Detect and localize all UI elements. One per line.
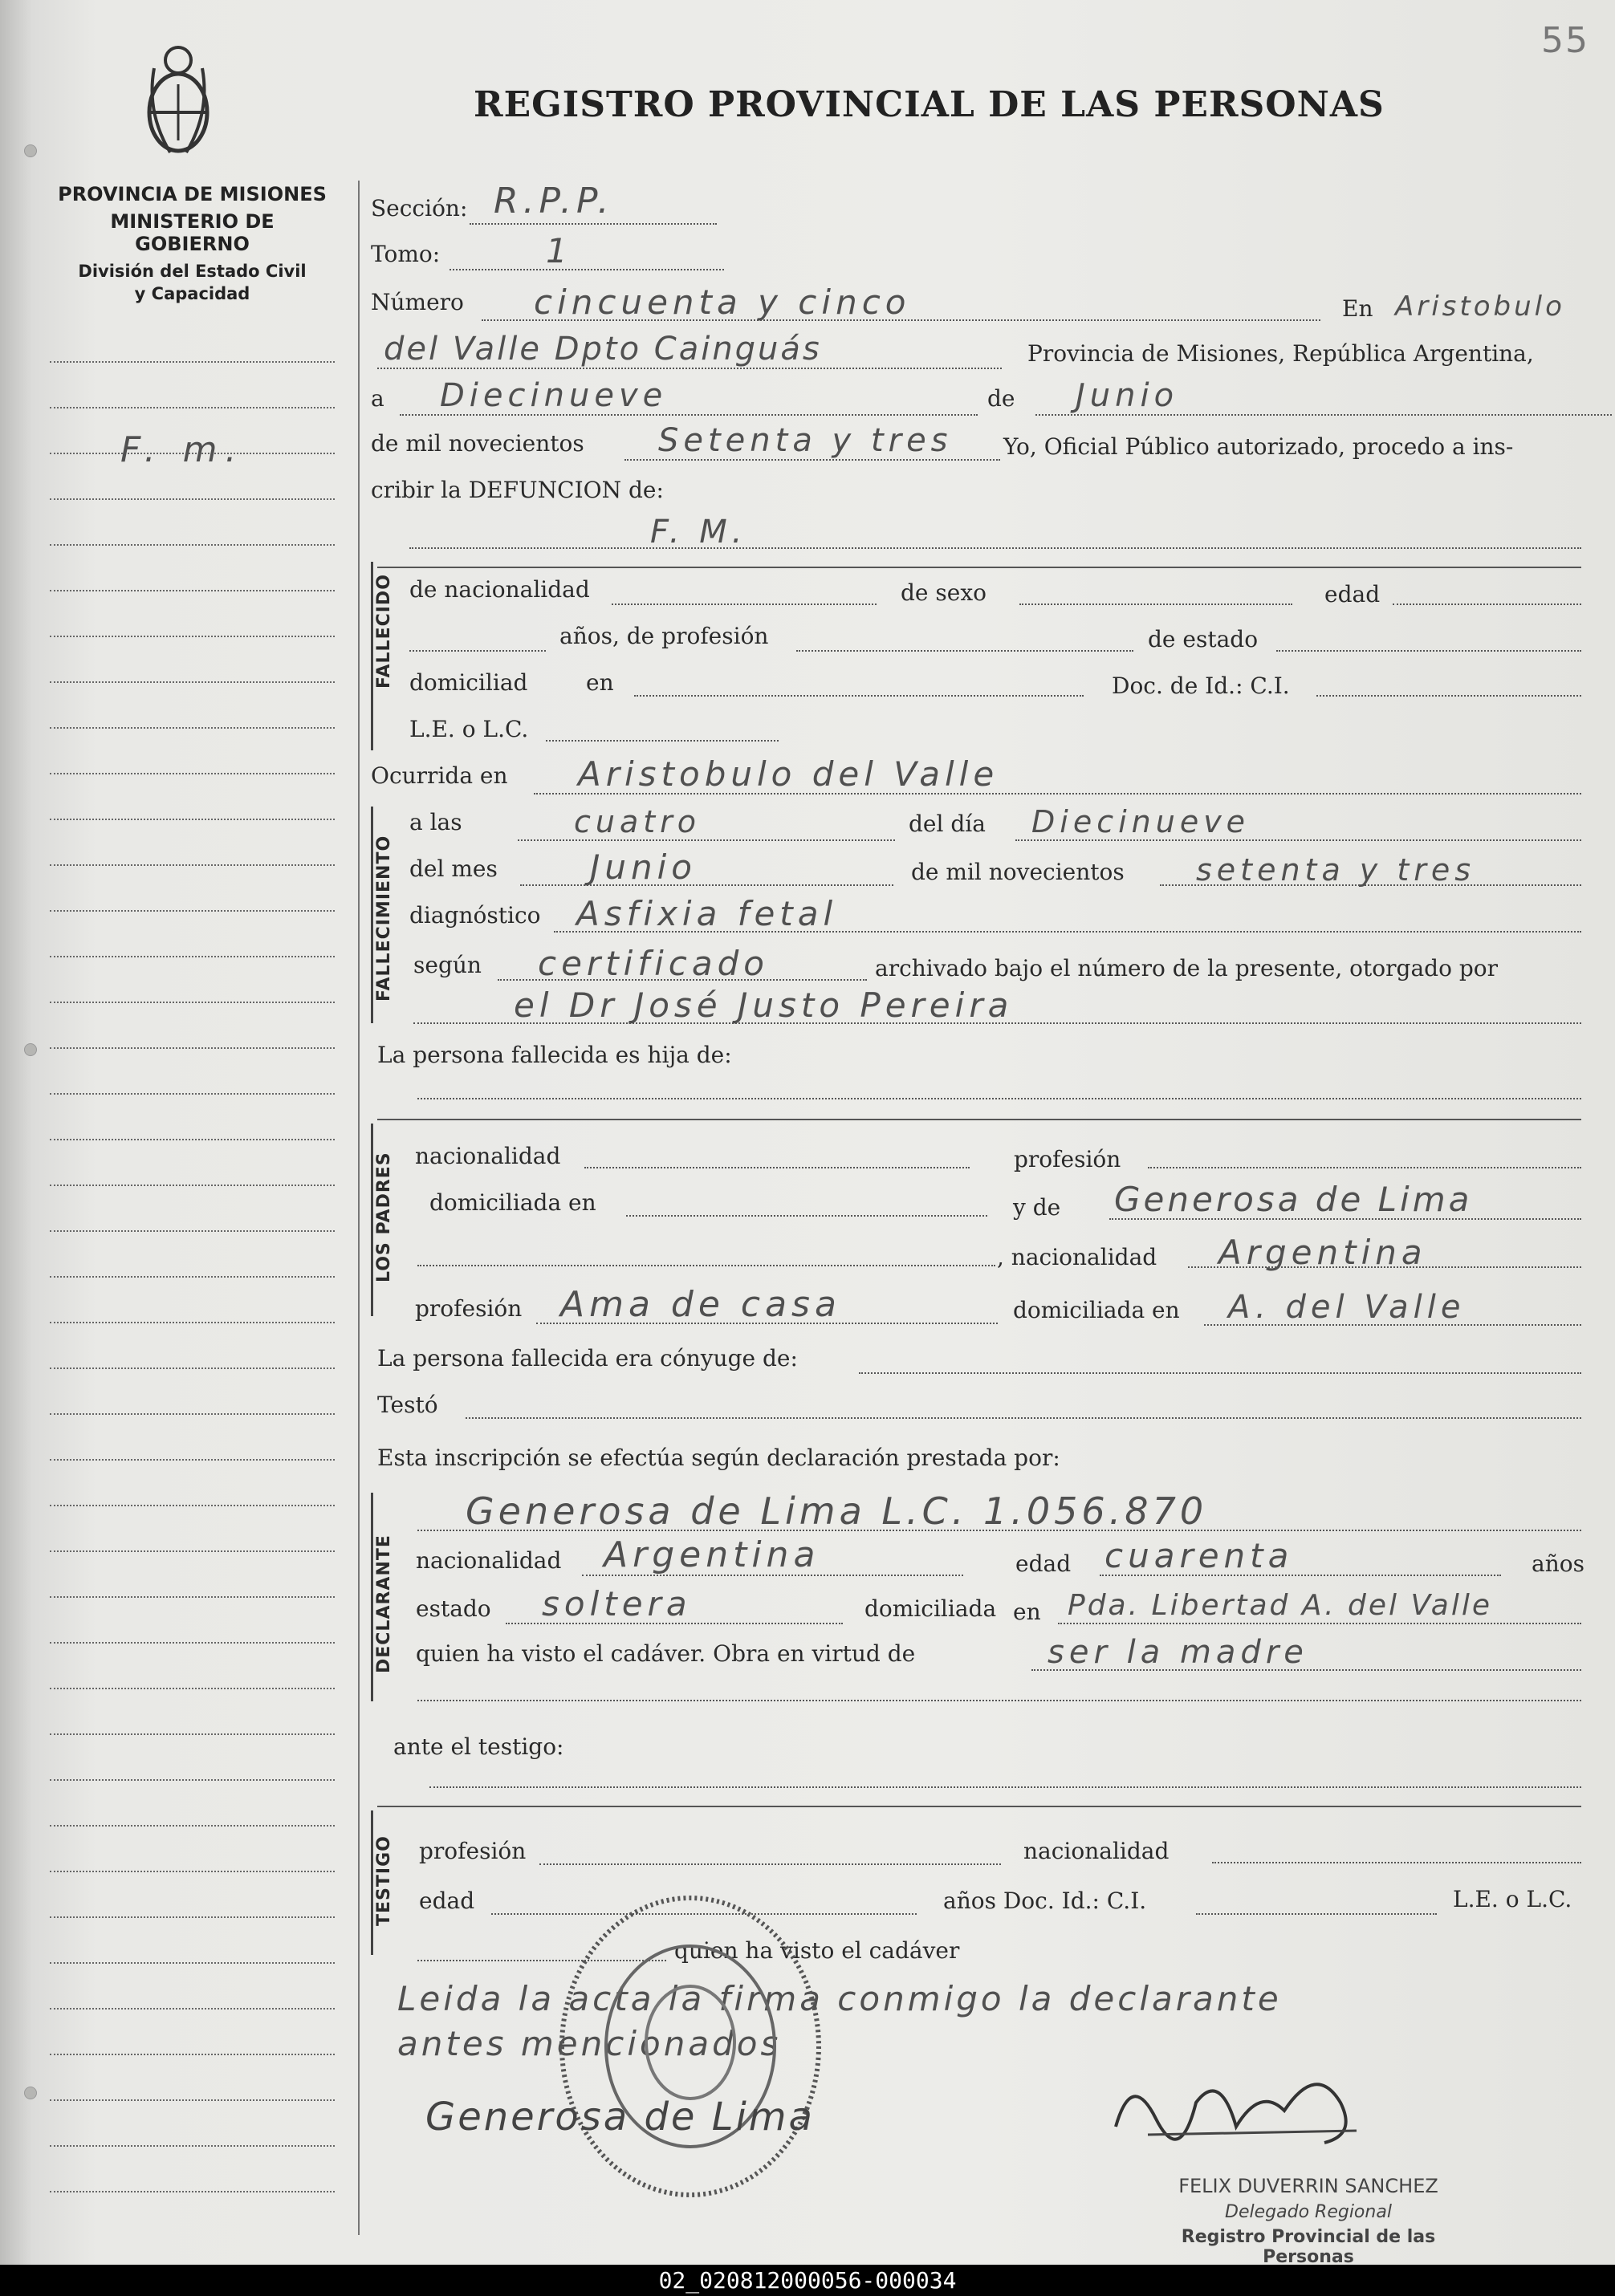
- anio2-value: setenta y tres: [1196, 852, 1476, 888]
- margin-dotted-line: [50, 407, 335, 408]
- margin-dotted-line: [50, 1459, 335, 1461]
- field-line: [466, 1417, 1581, 1419]
- margin-dotted-line: [50, 910, 335, 912]
- madre-dom-value: A. del Valle: [1228, 1289, 1466, 1326]
- declarante-value: Generosa de Lima L.C. 1.056.870: [466, 1489, 1208, 1533]
- stamp-line: Registro Provincial de las Personas: [1181, 2227, 1436, 2265]
- decl-nac-value: Argentina: [604, 1534, 820, 1575]
- declarante-signature: Generosa de Lima: [425, 2095, 815, 2140]
- stamp-line: FELIX DUVERRIN SANCHEZ: [1178, 2175, 1438, 2197]
- section-label-testigo: TESTIGO: [374, 1835, 394, 1926]
- margin-dotted-line: [50, 819, 335, 820]
- margin-dotted-line: [50, 2145, 335, 2147]
- official-signature-icon: [1100, 2054, 1389, 2159]
- edad-label-testigo: edad: [419, 1888, 475, 1914]
- yo-oficial-text: Yo, Oficial Público autorizado, procedo a ins-: [1003, 433, 1514, 460]
- profesion-label-testigo: profesión: [419, 1838, 527, 1864]
- en-label-2: en: [586, 669, 614, 696]
- rule: [377, 1119, 1581, 1120]
- page-number: 55: [1541, 20, 1589, 61]
- official-stamp: [1140, 2175, 1477, 2265]
- org-block: [50, 183, 335, 303]
- estado-label: de estado: [1148, 626, 1259, 652]
- field-line: [518, 839, 895, 841]
- dia-line: [400, 414, 978, 416]
- margin-dotted-line: [50, 590, 335, 591]
- field-line: [584, 1167, 970, 1168]
- diagnostico-value: Asfixia fetal: [576, 894, 838, 933]
- nacionalidad-label-madre: , nacionalidad: [997, 1244, 1157, 1270]
- margin-dotted-line: [50, 2008, 335, 2010]
- binder-hole: [24, 1043, 37, 1056]
- margin-dotted-line: [50, 1367, 335, 1369]
- le-lc-label-testigo: L.E. o L.C.: [1453, 1886, 1572, 1912]
- anio-value: Setenta y tres: [658, 422, 953, 459]
- declaracion-text: Esta inscripción se efectúa según declaración prestada por:: [377, 1445, 1060, 1471]
- margin-dotted-line: [50, 1230, 335, 1232]
- mes-value: Junio: [1076, 377, 1179, 414]
- testo-label: Testó: [377, 1392, 438, 1418]
- margin-dotted-line: [50, 1185, 335, 1186]
- field-line: [429, 1786, 1581, 1788]
- lectura-line-2: antes mencionados: [397, 2024, 782, 2063]
- mes2-value: Junio: [590, 847, 697, 887]
- hora-value: cuatro: [574, 804, 702, 839]
- field-line: [546, 740, 779, 742]
- margin-dotted-line: [50, 956, 335, 957]
- decl-dom-value: Pda. Libertad A. del Valle: [1068, 1589, 1493, 1622]
- margin-dotted-line: [50, 1002, 335, 1003]
- estado-label-decl: estado: [416, 1595, 491, 1622]
- margin-dotted-line: [50, 1322, 335, 1323]
- org-line: MINISTERIO DE GOBIERNO: [110, 210, 275, 255]
- declarante-bar: [371, 1493, 373, 1701]
- decl-edad-value: cuarenta: [1104, 1536, 1294, 1575]
- margin-note: F. m.: [120, 429, 245, 470]
- margin-dotted-line: [50, 1276, 335, 1278]
- field-line: [1019, 603, 1292, 605]
- provincia-text: Provincia de Misiones, República Argentina,: [1027, 340, 1534, 367]
- fallecido-name: F. M.: [650, 514, 747, 551]
- y-de-label: y de: [1013, 1194, 1061, 1221]
- edad-label-decl: edad: [1015, 1550, 1072, 1577]
- margin-dotted-line: [50, 1871, 335, 1872]
- segun-value: certificado: [538, 944, 769, 983]
- doc-id-label: Doc. de Id.: C.I.: [1112, 673, 1290, 699]
- decl-estado-value: soltera: [542, 1584, 692, 1623]
- field-line: [1212, 1862, 1581, 1863]
- domiciliada-label-decl: domiciliada: [864, 1595, 997, 1622]
- field-line: [520, 884, 893, 886]
- rule: [377, 1806, 1581, 1807]
- field-line: [417, 1098, 1581, 1099]
- field-line: [1276, 650, 1581, 652]
- field-line: [1148, 1167, 1581, 1168]
- field-line: [1316, 695, 1581, 697]
- column-divider: [358, 181, 360, 2235]
- lectura-line-1: Leida la acta la firma conmigo la declarante: [397, 1979, 1282, 2018]
- section-label-padres: LOS PADRES: [374, 1152, 394, 1282]
- del-mes-label: del mes: [409, 855, 498, 882]
- en-label: En: [1342, 295, 1373, 322]
- localidad-value: del Valle Dpto Cainguás: [384, 331, 822, 368]
- nacionalidad-label-testigo: nacionalidad: [1023, 1838, 1170, 1864]
- margin-dotted-line: [50, 1962, 335, 1964]
- field-line: [1015, 839, 1581, 841]
- field-line: [859, 1372, 1581, 1374]
- le-lc-label: L.E. o L.C.: [409, 716, 529, 742]
- org-line: División del Estado Civil: [78, 262, 307, 281]
- padres-bar: [371, 1124, 373, 1316]
- margin-dotted-line: [50, 1505, 335, 1506]
- fallecido-name-line: [409, 547, 1581, 549]
- binder-hole: [24, 2087, 37, 2099]
- margin-dotted-line: [50, 1733, 335, 1735]
- margin-dotted-line: [50, 2054, 335, 2055]
- margin-dotted-line: [50, 1596, 335, 1598]
- margin-dotted-line: [50, 544, 335, 546]
- coat-of-arms-icon: [138, 36, 218, 165]
- anos-label: años: [1532, 1550, 1584, 1577]
- tomo-value: 1: [546, 231, 572, 270]
- seccion-label: Sección:: [371, 195, 468, 221]
- field-line: [417, 1700, 1581, 1701]
- madre-nac-value: Argentina: [1218, 1233, 1427, 1272]
- field-line: [634, 695, 1084, 697]
- field-line: [539, 1863, 1001, 1865]
- archivado-text: archivado bajo el número de la presente, otorgado por: [875, 955, 1498, 981]
- document-title: REGISTRO PROVINCIAL DE LAS PERSONAS: [474, 84, 1385, 125]
- margin-dotted-line: [50, 1047, 335, 1049]
- nacionalidad-label: de nacionalidad: [409, 576, 590, 603]
- numero-label: Número: [371, 289, 464, 315]
- margin-dotted-line: [50, 2191, 335, 2192]
- fallecimiento-bar: [371, 807, 373, 1023]
- org-line: y Capacidad: [134, 284, 250, 303]
- edad-label: edad: [1324, 581, 1381, 608]
- margin-dotted-line: [50, 1688, 335, 1689]
- domiciliada-label-padre: domiciliada en: [429, 1189, 596, 1216]
- stamp-line: Delegado Regional: [1225, 2202, 1392, 2222]
- rule: [377, 567, 1581, 568]
- section-label-fallecimiento: FALLECIMIENTO: [374, 835, 394, 1002]
- field-line: [1058, 1623, 1581, 1624]
- field-line: [417, 1265, 995, 1266]
- medico-value: el Dr José Justo Pereira: [514, 985, 1014, 1025]
- en-label-decl: en: [1013, 1599, 1041, 1625]
- seccion-line: [470, 223, 717, 225]
- quien-visto-text: quien ha visto el cadáver. Obra en virtud de: [416, 1640, 916, 1667]
- conyuge-text: La persona fallecida era cónyuge de:: [377, 1345, 798, 1372]
- hija-de-text: La persona fallecida es hija de:: [377, 1042, 732, 1068]
- profesion-label-padre: profesión: [1014, 1146, 1121, 1172]
- segun-label: según: [413, 952, 482, 978]
- del-dia-label: del día: [909, 811, 986, 837]
- margin-dotted-line: [50, 727, 335, 729]
- de-mil-label-2: de mil novecientos: [911, 859, 1125, 885]
- margin-dotted-line: [50, 636, 335, 637]
- nacionalidad-label-padre: nacionalidad: [415, 1143, 561, 1169]
- de-label: de: [987, 385, 1015, 412]
- madre-prof-value: Ama de casa: [560, 1284, 841, 1325]
- diagnostico-label: diagnóstico: [409, 902, 541, 929]
- field-line: [626, 1215, 987, 1217]
- decl-virtud-value: ser la madre: [1048, 1634, 1308, 1671]
- numero-value: cincuenta y cinco: [534, 282, 911, 322]
- fallecido-bar: [371, 562, 373, 750]
- domiciliad-label: domiciliad: [409, 669, 528, 696]
- testigo-bar: [371, 1810, 373, 1955]
- anio-line: [624, 459, 1000, 461]
- field-line: [1196, 1913, 1437, 1915]
- margin-dotted-line: [50, 773, 335, 774]
- margin-dotted-line: [50, 498, 335, 500]
- margin-dotted-line: [50, 1916, 335, 1918]
- profesion-label-madre: profesión: [415, 1295, 523, 1322]
- section-label-declarante: DECLARANTE: [374, 1534, 394, 1673]
- madre-value: Generosa de Lima: [1114, 1180, 1473, 1219]
- margin-dotted-line: [50, 1093, 335, 1095]
- margin-dotted-line: [50, 1825, 335, 1827]
- quien-visto2-text: quien ha visto el cadáver: [674, 1937, 960, 1964]
- nacionalidad-label-decl: nacionalidad: [416, 1547, 562, 1574]
- anos-doc-label: años Doc. Id.: C.I.: [943, 1888, 1147, 1914]
- inscribir-text: cribir la DEFUNCION de:: [371, 477, 664, 503]
- a-las-label: a las: [409, 809, 462, 835]
- de-mil-label: de mil novecientos: [371, 430, 584, 457]
- field-line: [612, 603, 877, 605]
- margin-dotted-line: [50, 1779, 335, 1781]
- domiciliada-label-madre: domiciliada en: [1013, 1297, 1180, 1323]
- sexo-label: de sexo: [901, 579, 986, 606]
- localidad-line: [377, 368, 1002, 369]
- ante-testigo-text: ante el testigo:: [393, 1733, 564, 1760]
- seccion-value: R.P.P.: [494, 181, 614, 221]
- dia-value: Diecinueve: [440, 377, 668, 414]
- margin-dotted-line: [50, 1413, 335, 1415]
- binder-hole: [24, 144, 37, 157]
- margin-dotted-line: [50, 1550, 335, 1552]
- field-line: [1393, 603, 1581, 605]
- a-label: a: [371, 385, 384, 412]
- tomo-line: [450, 269, 724, 270]
- field-line: [796, 650, 1133, 652]
- mes-line: [1035, 414, 1612, 416]
- margin-dotted-line: [50, 2099, 335, 2101]
- margin-dotted-line: [50, 681, 335, 683]
- dia-num-value: Diecinueve: [1031, 804, 1251, 839]
- tomo-label: Tomo:: [371, 241, 441, 267]
- field-line: [409, 650, 546, 652]
- footer-id: 02_020812000056-000034: [0, 2265, 1615, 2296]
- margin-dotted-line: [50, 1642, 335, 1644]
- section-label-fallecido: FALLECIDO: [374, 574, 394, 689]
- ocurrida-value: Aristobulo del Valle: [578, 754, 999, 794]
- en-value: Aristobulo: [1395, 291, 1565, 323]
- org-line: PROVINCIA DE MISIONES: [58, 183, 327, 205]
- profesion-label: años, de profesión: [559, 623, 769, 649]
- margin-dotted-line: [50, 361, 335, 363]
- ocurrida-label: Ocurrida en: [371, 762, 508, 789]
- margin-dotted-line: [50, 864, 335, 866]
- official-seal-icon: [546, 1886, 835, 2207]
- margin-dotted-line: [50, 1139, 335, 1140]
